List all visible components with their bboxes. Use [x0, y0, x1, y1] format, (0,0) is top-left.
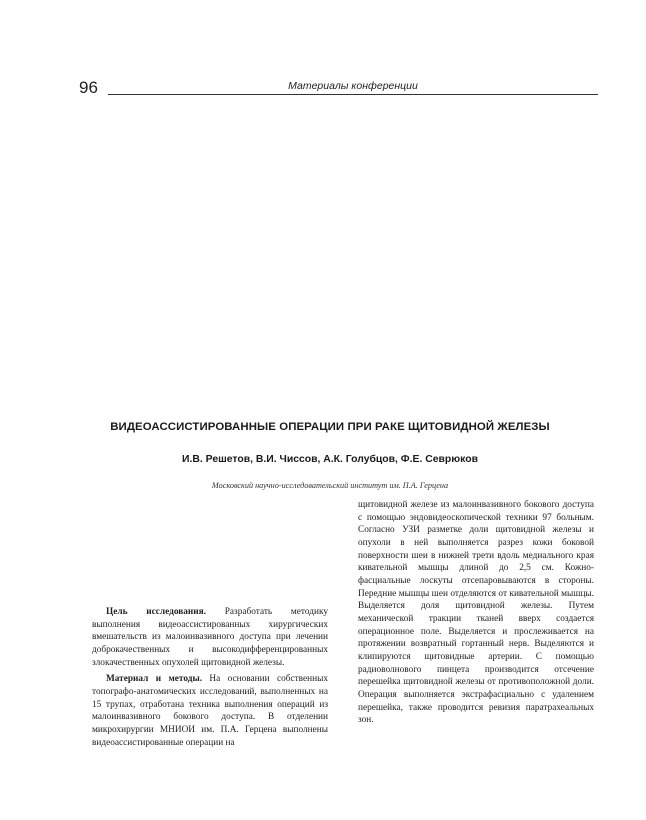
running-header: Материалы конференции [288, 80, 418, 92]
page-number: 96 [79, 78, 98, 97]
right-column [358, 499, 594, 727]
article-authors: И.В. Решетов, В.И. Чиссов, А.К. Голубцов, Ф.Е. Севрюков [182, 454, 478, 465]
article-affiliation: Московский научно-исследовательский институт им. П.А. Герцена [211, 481, 449, 490]
aim-text: Разработать методику выполнения видеоассистированных хирургических вмешательств из малоинвазивного доступа при лечении доброкачественных и высокодифференцированных злокачественных опухолей щитовидной железы. [92, 607, 328, 668]
methods-text: На основании собственных топографо-анатомических исследований, выполненных на 15 трупах, отработана техника выполнения операций из малоинвазивного бокового доступа. В отделении микрохирургии МНИОИ им. П.А. Герцена выполнены видеоассистированные операции на [92, 674, 328, 748]
methods-continuation-paragraph: щитовидной железе из малоинвазивного бокового доступа с помощью эндовидеоскопической техники 97 больным. Согласно УЗИ разметке доли щитовидной железы и опухоли в ней выполняется разрез кожи боковой поверхности шеи в нижней трети вдоль медиального края кивательной мышцы длиной до 2,5 см. Кожно-фасциальные лоскуты отсепаровываются в стороны. Передние мышцы шеи отделяются от кивательной мышцы. Выделяется доля щитовидной железы. Путем механической тракции тканей вверх создается операционное поле. Выделяется и прослеживается на протяжении возвратный гортанный нерв. Выделяются и клипируются щитовидные артерии. С помощью радиоволнового пинцета производится отсечение перешейка щитовидной железы от противоположной доли. Операция выполняется экстрафасциально с удалением перешейка, также проводится ревизия паратрахеальных зон. [358, 500, 594, 726]
methods-lead: Материал и методы. [106, 674, 203, 685]
left-column [92, 606, 328, 749]
article-title: ВИДЕОАССИСТИРОВАННЫЕ ОПЕРАЦИИ ПРИ РАКЕ ЩИТОВИДНОЙ ЖЕЛЕЗЫ [110, 421, 550, 433]
aim-lead: Цель исследования. [106, 607, 206, 617]
methods-paragraph [92, 673, 328, 749]
header-rule [108, 94, 598, 95]
aim-paragraph [92, 606, 328, 669]
